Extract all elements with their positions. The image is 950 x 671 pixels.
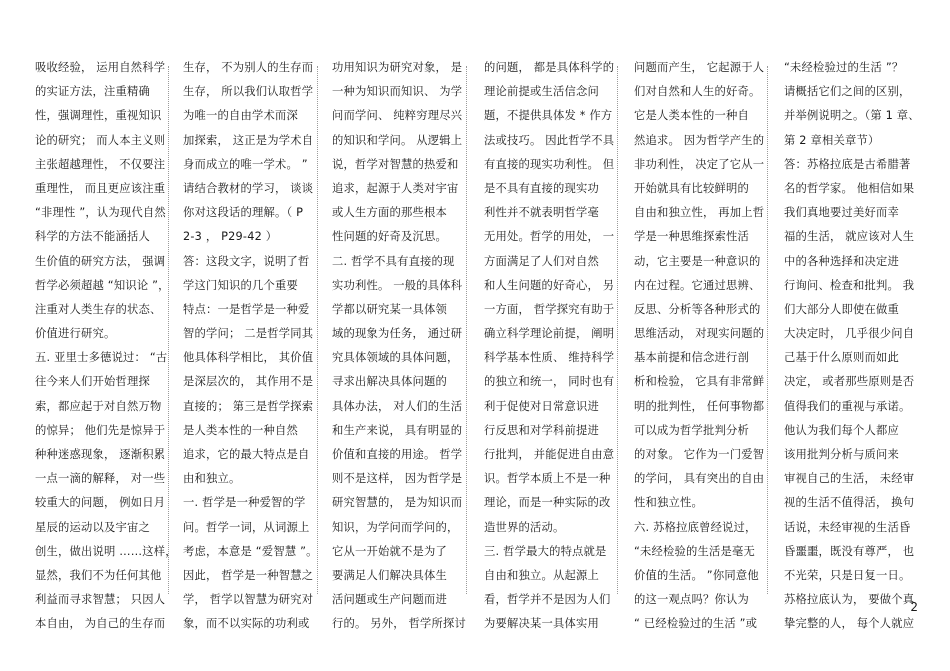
text-line: 内在过程。它通过思辨、 [634,278,761,292]
text-line: 他具体科学相比， 其价值 [183,351,314,365]
text-line: 重理性， 而且更应该注重 [35,181,166,195]
text-line: 加探索， 这正是为学术自 [183,133,314,147]
text-line: 注重对人类生存的状态、 [35,302,162,316]
text-line: 请概括它们之间的区别， [784,85,911,99]
text-line: 确立科学理论前提， 阐明 [484,327,615,341]
text-line: 的知识和学问。 从逻辑上 [332,133,463,147]
column-divider [168,66,169,594]
text-line: 生存， 不为别人的生存而 [183,61,314,74]
text-line: 不光荣，只是日复一日。 [784,568,911,582]
text-line: 身而成立的唯一学术。 ” [183,157,308,171]
text-line: 非功利性， 决定了它从一 [634,157,765,171]
text-line: 活问题或生产问题而进 [332,593,447,607]
text-line: 一. 哲学是一种爱智的学 [183,496,306,510]
text-line: 智的学问； 二是哲学同其 [183,327,314,341]
text-line: 的学问， 具有突出的自由 [634,472,765,486]
text-line: 吸收经验， 运用自然科学 [35,61,166,74]
text-line: 问题而产生， 它起源于人 [634,61,765,74]
text-line: 答：苏格拉底是古希腊著 [784,157,911,171]
text-line: 较重大的问题， 例如日月 [35,496,166,510]
column-divider [767,66,768,594]
text-line: 研究智慧的， 是为知识而 [332,496,463,510]
text-line: 己基于什么原则而如此 [784,351,899,365]
text-line: 理论前提或生活信念问 [484,85,599,99]
text-line: 可以成为哲学批判分析 [634,423,749,437]
text-column-3 [332,56,467,631]
text-line: 和人生问题的好奇心， 另 [484,278,615,292]
text-line: 本自由， 为自己的生存而 [35,617,166,631]
text-line: 视的生活不值得活， 换句 [784,496,915,510]
text-line: 创生，做出说明 ……这样， [35,544,177,558]
text-line: 追求，它的最大特点是自 [183,448,310,461]
text-line: 2-3 ， P29-42 ） [183,230,278,244]
text-line: 象，而不以实际的功利或 [183,617,310,631]
text-line: 特点：一是哲学是一种爱 [183,302,310,316]
text-line: “未经检验过的生活 ”？ [784,61,904,74]
text-line: 追求，起源于人类对宇宙 [332,181,459,195]
text-line: 自由和独立。从起源上 [484,568,599,582]
text-line: 性和独立性。 [634,496,703,510]
text-line: 学是一种思维探索性活 [634,230,749,244]
text-line: 生价值的研究方法， 强调 [35,254,166,268]
text-line: 问。哲学一词，从词源上 [183,520,310,534]
text-line: 价值进行研究。 [35,327,116,341]
text-line: 利性并不就表明哲学毫 [484,206,599,220]
text-line: 价值和直接的用途。 哲学 [332,448,463,461]
text-line: 主张超越理性， 不仅要注 [35,157,166,171]
text-column-6 [784,56,920,631]
text-line: 科学基本性质、 维持科学 [484,351,615,365]
text-column-1 [35,56,177,631]
text-line: 话说，未经审视的生活昏 [784,520,911,534]
text-line: 反思、分析等各种形式的 [634,302,761,316]
text-line: 三. 哲学最大的特点就是 [484,544,607,558]
text-line: 性问题的好奇及沉思。 [332,230,447,244]
text-line: 星辰的运动以及宇宙之 [35,520,150,534]
text-line: 请结合教材的学习， 谈谈 [183,181,314,195]
text-line: 有直接的现实功利性。 但 [484,157,615,171]
text-line: 中的各种选择和决定进 [784,254,899,268]
text-line: 基本前提和信念进行剖 [634,351,749,365]
text-line: 具体办法， 对人们的生活 [332,399,463,413]
text-line: 往今来人们开始哲理探 [35,375,150,389]
text-line: “未经检验的生活是毫无 [634,544,756,558]
text-line: 问而学问、 纯粹穷理尽兴 [332,109,463,123]
text-line: 利益而寻求智慧； 只因人 [35,593,166,607]
text-line: 二. 哲学不具有直接的现 [332,254,455,268]
text-line: 名的哲学家。 他相信如果 [784,181,915,195]
text-line: 学， 哲学以智慧为研究对 [183,593,314,607]
text-line: 是人类本性的一种自然 [183,423,298,437]
text-line: 题，不提供具体发 * 作方 [484,109,613,123]
text-line: 性，强调理性，重视知识 [35,109,162,123]
text-line: 造世界的活动。 [484,520,565,534]
text-line: 的实证方法，注重精确 [35,85,150,99]
text-line: 行批判， 并能促进自由意 [484,448,615,461]
text-line: 生存， 所以我们认取哲学 [183,85,314,99]
text-line: 们大部分人即使在做重 [784,302,899,316]
text-line: 法或技巧。 因此哲学不具 [484,133,615,147]
text-column-4 [484,56,615,631]
text-line: 是不具有直接的现实功 [484,181,599,195]
text-line: 种种迷惑现象， 逐渐积累 [35,448,166,461]
text-line: 究具体领域的具体问题， [332,351,459,365]
text-line: 利于促使对日常意识进 [484,399,599,413]
text-line: 析和检验， 它具有非常鲜 [634,375,765,389]
text-line: 为唯一的自由学术而深 [183,109,298,123]
text-line: 无用处。哲学的用处， 一 [484,230,615,244]
text-line: 科学的方法不能涵括人 [35,230,150,244]
text-line: 则不是这样， 因为哲学是 [332,472,463,486]
text-line: 方面满足了人们对自然 [484,254,599,268]
text-line: 苏格拉底认为， 要做个真 [784,593,915,607]
column-divider [466,66,467,594]
text-line: 一点一滴的解释， 对一些 [35,472,166,486]
text-line: 知识，为学问而学问的， [332,520,459,534]
text-line: 和生产来说， 具有明显的 [332,423,463,437]
text-line: 昏噩噩，既没有尊严， 也 [784,544,915,558]
text-line: 值得我们的重视与承诺。 [784,399,911,413]
text-line: 的问题， 都是具体科学的 [484,61,615,74]
column-divider [317,66,318,594]
text-line: 行反思和对学科前提进 [484,423,599,437]
text-line: 寻求出解决具体问题的 [332,375,447,389]
text-line: 索，都应起于对自然万物 [35,399,162,413]
text-line: 要满足人们解决具体生 [332,568,447,582]
text-line: 自由和独立性， 再加上哲 [634,206,765,220]
text-line: 一种为知识而知识、 为学 [332,85,463,99]
text-line: 然追求。 因为哲学产生的 [634,133,765,147]
text-line: 学都以研究某一具体领 [332,302,447,316]
text-line: 福的生活， 就应该对人生 [784,230,915,244]
text-line: 哲学必须超越 “知识论 ”， [35,278,170,292]
text-line: 你对这段话的理解。（ P [183,206,304,220]
text-line: 五. 亚里士多德说过： “古 [35,351,168,365]
text-line: 识。哲学本质上不是一种 [484,472,611,486]
text-line: 的惊异； 他们先是惊异于 [35,423,166,437]
text-line: 它从一开始就不是为了 [332,544,447,558]
text-line: 第 2 章相关章节） [784,133,880,147]
text-line: 学这门知识的几个重要 [183,278,298,292]
text-line: 六. 苏格拉底曾经说过， [634,520,757,534]
text-line: 大决定时， 几乎很少问自 [784,327,915,341]
text-line: 挚完整的人， 每个人就应 [784,617,915,631]
text-line: 理论，而是一种实际的改 [484,496,611,510]
text-line: 审视自己的生活， 未经审 [784,472,915,486]
text-line: “ 已经检验过的生活 ”或 [634,617,758,631]
text-line: 我们真地要过美好而幸 [784,206,899,220]
text-line: 直接的； 第三是哲学探索 [183,399,314,413]
text-line: 显然，我们不为任何其他 [35,568,162,582]
text-column-5 [634,56,765,631]
text-line: 该用批判分析与质问来 [784,448,899,461]
text-line: 价值的生活。 ”你同意他 [634,568,759,582]
text-line: 功用知识为研究对象， 是 [332,61,463,74]
text-line: 考虑，本意是 “爱智慧 ”。 [183,544,318,558]
text-line: 的对象。 它作为一门爱智 [634,448,765,461]
text-line: 行询问、检查和批判。 我 [784,278,915,292]
text-line: 决定， 或者那些原则是否 [784,375,915,389]
text-line: 们对自然和人生的好奇。 [634,85,761,99]
text-line: 开始就具有比较鲜明的 [634,181,749,195]
text-line: 明的批判性， 任何事物都 [634,399,765,413]
text-line: 看，哲学并不是因为人们 [484,593,611,607]
text-line: 动，它主要是一种意识的 [634,254,761,268]
text-line: 或人生方面的那些根本 [332,206,447,220]
page-number: 2 [910,600,918,614]
text-line: 它是人类本性的一种自 [634,109,749,123]
text-line: 的独立和统一， 同时也有 [484,375,615,389]
text-line: 论的研究； 而人本主义则 [35,133,166,147]
text-line: 思维活动， 对现实问题的 [634,327,765,341]
text-line: 因此， 哲学是一种智慧之 [183,568,314,582]
text-line: 一方面， 哲学探究有助于 [484,302,615,316]
text-line: 并举例说明之。（第 1 章、 [784,109,920,123]
text-column-2 [183,56,318,631]
text-line: “非理性 ”，认为现代自然 [35,206,166,220]
text-line: 说，哲学对智慧的热爱和 [332,157,459,171]
text-line: 是深层次的， 其作用不是 [183,375,314,389]
text-line: 答：这段文字，说明了哲 [183,254,310,268]
text-line: 为要解决某一具体实用 [484,617,599,631]
text-line: 他认为我们每个人都应 [784,423,899,437]
text-line: 由和独立。 [183,472,241,486]
column-divider [617,66,618,594]
text-line: 行的。 另外， 哲学所探讨 [332,617,467,631]
text-line: 的这一观点吗？你认为 [634,593,749,607]
text-line: 域的现象为任务， 通过研 [332,327,463,341]
text-line: 实功利性。 一般的具体科 [332,278,463,292]
